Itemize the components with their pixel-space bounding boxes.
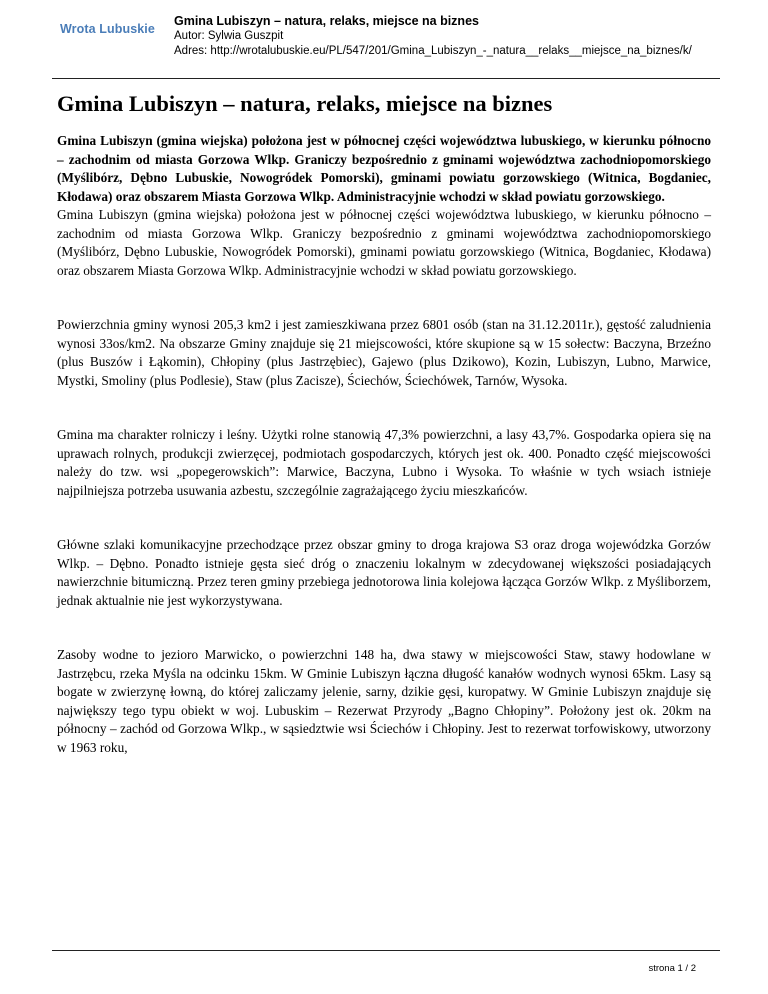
paragraph-transport: Główne szlaki komunikacyjne przechodzące przez obszar gminy to droga krajowa S3 oraz droga wojewódzka Gorzów Wlkp. – Dębno. Ponadto istnieje gęsta sieć dróg o znaczeniu lokalnym w zdecydowanej większości posiadających nawierzchnie bitumiczną. Przez teren gminy przebiega jednotorowa linia kolejowa łącząca Gorzów Wlkp. z Myśliborzem, jednak aktualnie nie jest wykorzystywana. — [57, 537, 711, 608]
article-body — [57, 132, 711, 757]
paragraph-location: Gmina Lubiszyn (gmina wiejska) położona jest w północnej części województwa lubuskiego, w kierunku północno – zachodnim od miasta Gorzowa Wlkp. Graniczy bezpośrednio z gminami województwa zachodniopomorskiego (Myślibórz, Dębno Lubuskie, Nowogródek Pomorski), gminami powiatu gorzowskiego (Witnica, Bogdaniec, Kłodawa) oraz obszarem Miasta Gorzowa Wlkp. Administracyjnie wchodzi w skład powiatu gorzowskiego. — [57, 207, 711, 278]
header-title: Gmina Lubiszyn – natura, relaks, miejsce na biznes — [174, 14, 479, 28]
site-logo[interactable]: Wrota Lubuskie — [60, 22, 155, 36]
article-lead: Gmina Lubiszyn (gmina wiejska) położona jest w północnej części województwa lubuskiego, w kierunku północno – zachodnim od miasta Gorzowa Wlkp. Graniczy bezpośrednio z gminami województwa zachodniopomorskiego (Myślibórz, Dębno Lubuskie, Nowogródek Pomorski), gminami powiatu gorzowskiego (Witnica, Bogdaniec, Kłodawa) oraz obszarem Miasta Gorzowa Wlkp. Administracyjnie wchodzi w skład powiatu gorzowskiego. — [57, 133, 711, 204]
paragraph-economy: Gmina ma charakter rolniczy i leśny. Użytki rolne stanowią 47,3% powierzchni, a lasy 43,7%. Gospodarka opiera się na uprawach rolnych, produkcji zwierzęcej, podmiotach gospodarczych, których jest ok. 400. Ponadto część miejscowości należy do tzw. wsi „popegerowskich”: Marwice, Baczyna, Lubno i Wysoka. To właśnie w tych wsiach istnieje najpilniejsza potrzeba usuwania azbestu, szczególnie zagrażającego życiu mieszkańców. — [57, 427, 711, 498]
header-author: Autor: Sylwia Guszpit — [174, 30, 284, 42]
article-title: Gmina Lubiszyn – natura, relaks, miejsce na biznes — [57, 91, 553, 116]
paragraph-area: Powierzchnia gminy wynosi 205,3 km2 i jest zamieszkiwana przez 6801 osób (stan na 31.12.2011r.), gęstość zaludnienia wynosi 33os/km2. Na obszarze Gminy znajduje się 21 miejscowości, które skupione są w 15 sołectw: Baczyna, Brzeźno (plus Buszów i Łąkomin), Chłopiny (plus Jastrzębiec), Gajewo (plus Dzikowo), Kozin, Lubiszyn, Lubno, Marwice, Mystki, Smoliny (plus Podlesie), Staw (plus Zacisze), Ściechów, Ściechówek, Tarnów, Wysoka. — [57, 317, 711, 388]
paragraph-water: Zasoby wodne to jezioro Marwicko, o powierzchni 148 ha, dwa stawy w miejscowości Staw, stawy hodowlane w Jastrzębcu, rzeka Myśla na odcinku 15km. W Gminie Lubiszyn łączna długość kanałów wodnych wynosi 65km. Lasy są bogate w zwierzynę łowną, do której zaliczamy jelenie, sarny, dzikie gęsi, kuropatwy. W Gminie Lubiszyn znajduje się największy tego typu obiekt w woj. Lubuskim – Rezerwat Przyrody „Bagno Chłopiny”. Położony jest ok. 20km na północny – zachód od Gorzowa Wlkp., w sąsiedztwie wsi Ściechów i Chłopiny. Jest to rezerwat torfowiskowy, utworzony w 1963 roku, — [57, 647, 711, 755]
footer-divider — [52, 950, 720, 951]
page-number: strona 1 / 2 — [648, 963, 696, 974]
header-meta — [174, 14, 719, 59]
page-header — [52, 12, 720, 79]
header-address: Adres: http://wrotalubuskie.eu/PL/547/201/Gmina_Lubiszyn_-_natura__relaks__miejsce_na_biznes/k/ — [174, 45, 692, 57]
